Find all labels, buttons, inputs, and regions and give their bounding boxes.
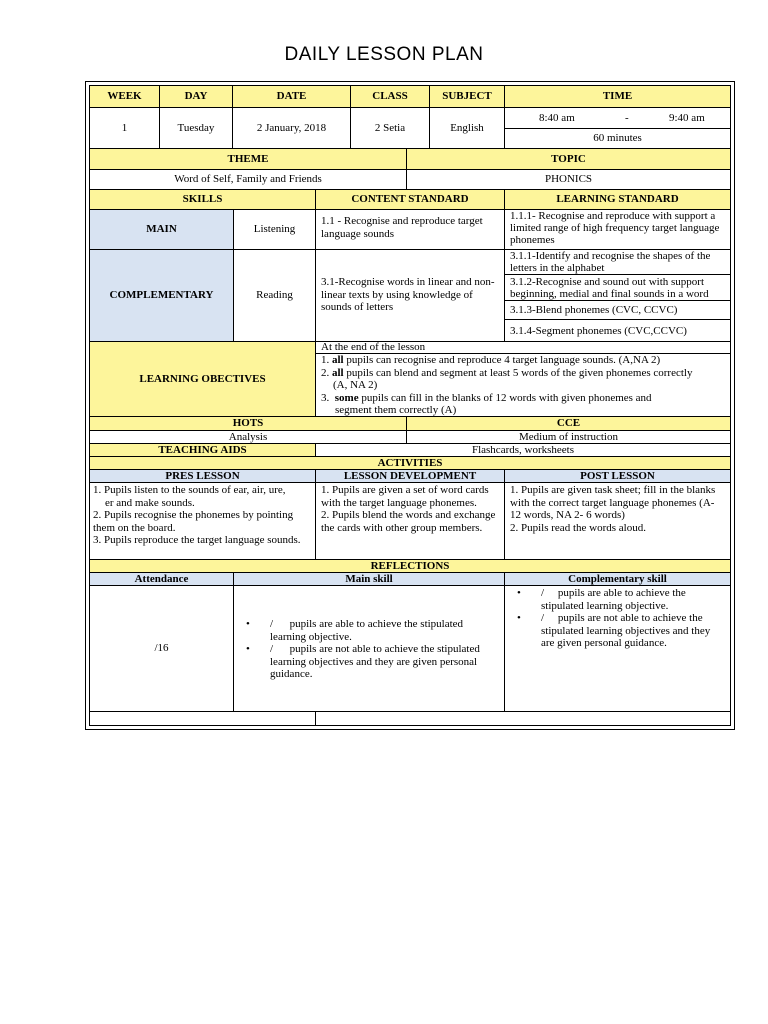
objective-number: 2. <box>321 366 330 379</box>
complementary-skill-reflection-header: Complementary skill <box>504 572 731 586</box>
development-step: 2. Pupils blend the words and exchange the cards with other group members. <box>321 509 496 534</box>
learning-objectives-label: LEARNING OBECTIVES <box>89 341 316 417</box>
empty-cell <box>89 711 316 726</box>
attendance-header: Attendance <box>89 572 234 586</box>
bullet-icon: • <box>246 643 250 655</box>
complementary-learning-standard-4: 3.1.4-Segment phonemes (CVC,CCVC) <box>504 319 731 342</box>
bullet-icon: • <box>517 587 521 599</box>
reflection-item <box>240 643 498 681</box>
objective-continuation: segment them correctly (A) <box>335 404 457 416</box>
teaching-aids-label: TEACHING AIDS <box>89 443 316 457</box>
hots-value: Analysis <box>89 430 407 444</box>
learning-standard-header: LEARNING STANDARD <box>504 189 731 210</box>
page-title: DAILY LESSON PLAN <box>284 44 484 65</box>
main-learning-standard: 1.1.1- Recognise and reproduce with support a limited range of high frequency target language phonemes <box>504 209 731 250</box>
day-value: Tuesday <box>159 107 233 149</box>
topic-value: PHONICS <box>406 169 731 190</box>
pre-lesson-header: PRES LESSON <box>89 469 316 483</box>
complementary-content-standard: 3.1-Recognise words in linear and non-linear texts by using knowledge of sounds of letters <box>315 249 505 342</box>
objective-text: pupils can recognise and reproduce 4 target language sounds. (A,NA 2) <box>346 354 661 366</box>
reflections-header: REFLECTIONS <box>89 559 731 573</box>
complementary-learning-standard-2: 3.1.2-Recognise and sound out with support beginning, medial and final sounds in a word <box>504 274 731 301</box>
date-header: DATE <box>232 85 351 108</box>
time-range <box>504 107 731 129</box>
objectives-intro: At the end of the lesson <box>315 341 731 354</box>
day-header: DAY <box>159 85 233 108</box>
main-skill-reflection-header: Main skill <box>233 572 505 586</box>
reflection-item <box>511 612 724 650</box>
reflection-text: pupils are able to achieve the stipulated learning objective. <box>270 618 464 643</box>
reflection-slash: / <box>270 618 274 630</box>
main-skill-label: MAIN <box>89 209 234 250</box>
cce-value: Medium of instruction <box>406 430 731 444</box>
objective-text: pupils can fill in the blanks of 12 words with given phonemes and <box>361 391 652 404</box>
class-header: CLASS <box>350 85 430 108</box>
complementary-skill-name: Reading <box>233 249 316 342</box>
date-value: 2 January, 2018 <box>232 107 351 149</box>
development-step: 1. Pupils are given a set of word cards with the target language phonemes. <box>321 484 489 509</box>
topic-header: TOPIC <box>406 148 731 170</box>
main-content-standard: 1.1 - Recognise and reproduce target language sounds <box>315 209 505 250</box>
reflection-slash: / <box>270 643 274 655</box>
teaching-aids-value: Flashcards, worksheets <box>315 443 731 457</box>
post-lesson-step: 2. Pupils read the words aloud. <box>510 521 646 534</box>
lesson-development-header: LESSON DEVELOPMENT <box>315 469 505 483</box>
objective-number: 3. <box>321 391 330 404</box>
reflection-item <box>511 587 724 612</box>
bullet-icon: • <box>246 618 250 630</box>
theme-header: THEME <box>89 148 407 170</box>
objective-text: pupils can blend and segment at least 5 words of the given phonemes correctly <box>346 366 693 379</box>
objective-number: 1. <box>321 354 330 366</box>
pre-lesson-step: 3. Pupils reproduce the target language sounds. <box>93 534 301 546</box>
objective-emphasis: some <box>334 391 359 404</box>
time-start: 8:40 am <box>539 112 575 124</box>
reflection-text: pupils are not able to achieve the stipulated learning objectives and they are given personal guidance. <box>541 612 711 649</box>
cce-header: CCE <box>406 416 731 431</box>
activities-header: ACTIVITIES <box>89 456 731 470</box>
objective-item <box>321 354 725 367</box>
empty-cell <box>315 711 731 726</box>
time-duration: 60 minutes <box>504 128 731 149</box>
time-separator: - <box>625 112 629 124</box>
post-lesson-step: 1. Pupils are given task sheet; fill in the blanks with the correct target language phonemes (A-12 words, NA 2- 6 words) <box>510 484 716 521</box>
class-value: 2 Setia <box>350 107 430 149</box>
content-standard-header: CONTENT STANDARD <box>315 189 505 210</box>
objectives-list <box>315 353 731 417</box>
pre-lesson-step: 2. Pupils recognise the phonemes by pointing them on the board. <box>93 509 294 534</box>
objective-emphasis: all <box>332 366 344 379</box>
week-value: 1 <box>89 107 160 149</box>
reflection-text: pupils are able to achieve the stipulated learning objective. <box>541 587 686 612</box>
theme-value: Word of Self, Family and Friends <box>89 169 407 190</box>
reflection-slash: / <box>541 612 545 624</box>
reflection-slash: / <box>541 587 545 599</box>
hots-header: HOTS <box>89 416 407 431</box>
attendance-value: /16 <box>89 585 234 712</box>
complementary-skill-reflection <box>504 585 731 712</box>
pre-lesson-step: 1. Pupils listen to the sounds of ear, air, ure, <box>93 484 286 496</box>
time-end: 9:40 am <box>669 112 705 124</box>
main-skill-name: Listening <box>233 209 316 250</box>
main-skill-reflection <box>233 585 505 712</box>
objective-continuation: (A, NA 2) <box>333 379 378 391</box>
complementary-skill-label: COMPLEMENTARY <box>89 249 234 342</box>
lesson-development-activities <box>315 482 505 560</box>
reflection-text: pupils are not able to achieve the stipulated learning objectives and they are given personal guidance. <box>270 643 480 680</box>
reflection-item <box>240 618 498 643</box>
pre-lesson-activities <box>89 482 316 560</box>
objective-emphasis: all <box>332 354 344 366</box>
pre-lesson-step-continuation: er and make sounds. <box>105 496 195 509</box>
objective-item <box>321 392 725 405</box>
skills-header: SKILLS <box>89 189 316 210</box>
subject-value: English <box>429 107 505 149</box>
subject-header: SUBJECT <box>429 85 505 108</box>
post-lesson-activities <box>504 482 731 560</box>
post-lesson-header: POST LESSON <box>504 469 731 483</box>
complementary-learning-standard-1: 3.1.1-Identify and recognise the shapes of the letters in the alphabet <box>504 249 731 275</box>
objective-item <box>321 367 725 380</box>
complementary-learning-standard-3: 3.1.3-Blend phonemes (CVC, CCVC) <box>504 300 731 320</box>
week-header: WEEK <box>89 85 160 108</box>
time-header: TIME <box>504 85 731 108</box>
bullet-icon: • <box>517 612 521 624</box>
